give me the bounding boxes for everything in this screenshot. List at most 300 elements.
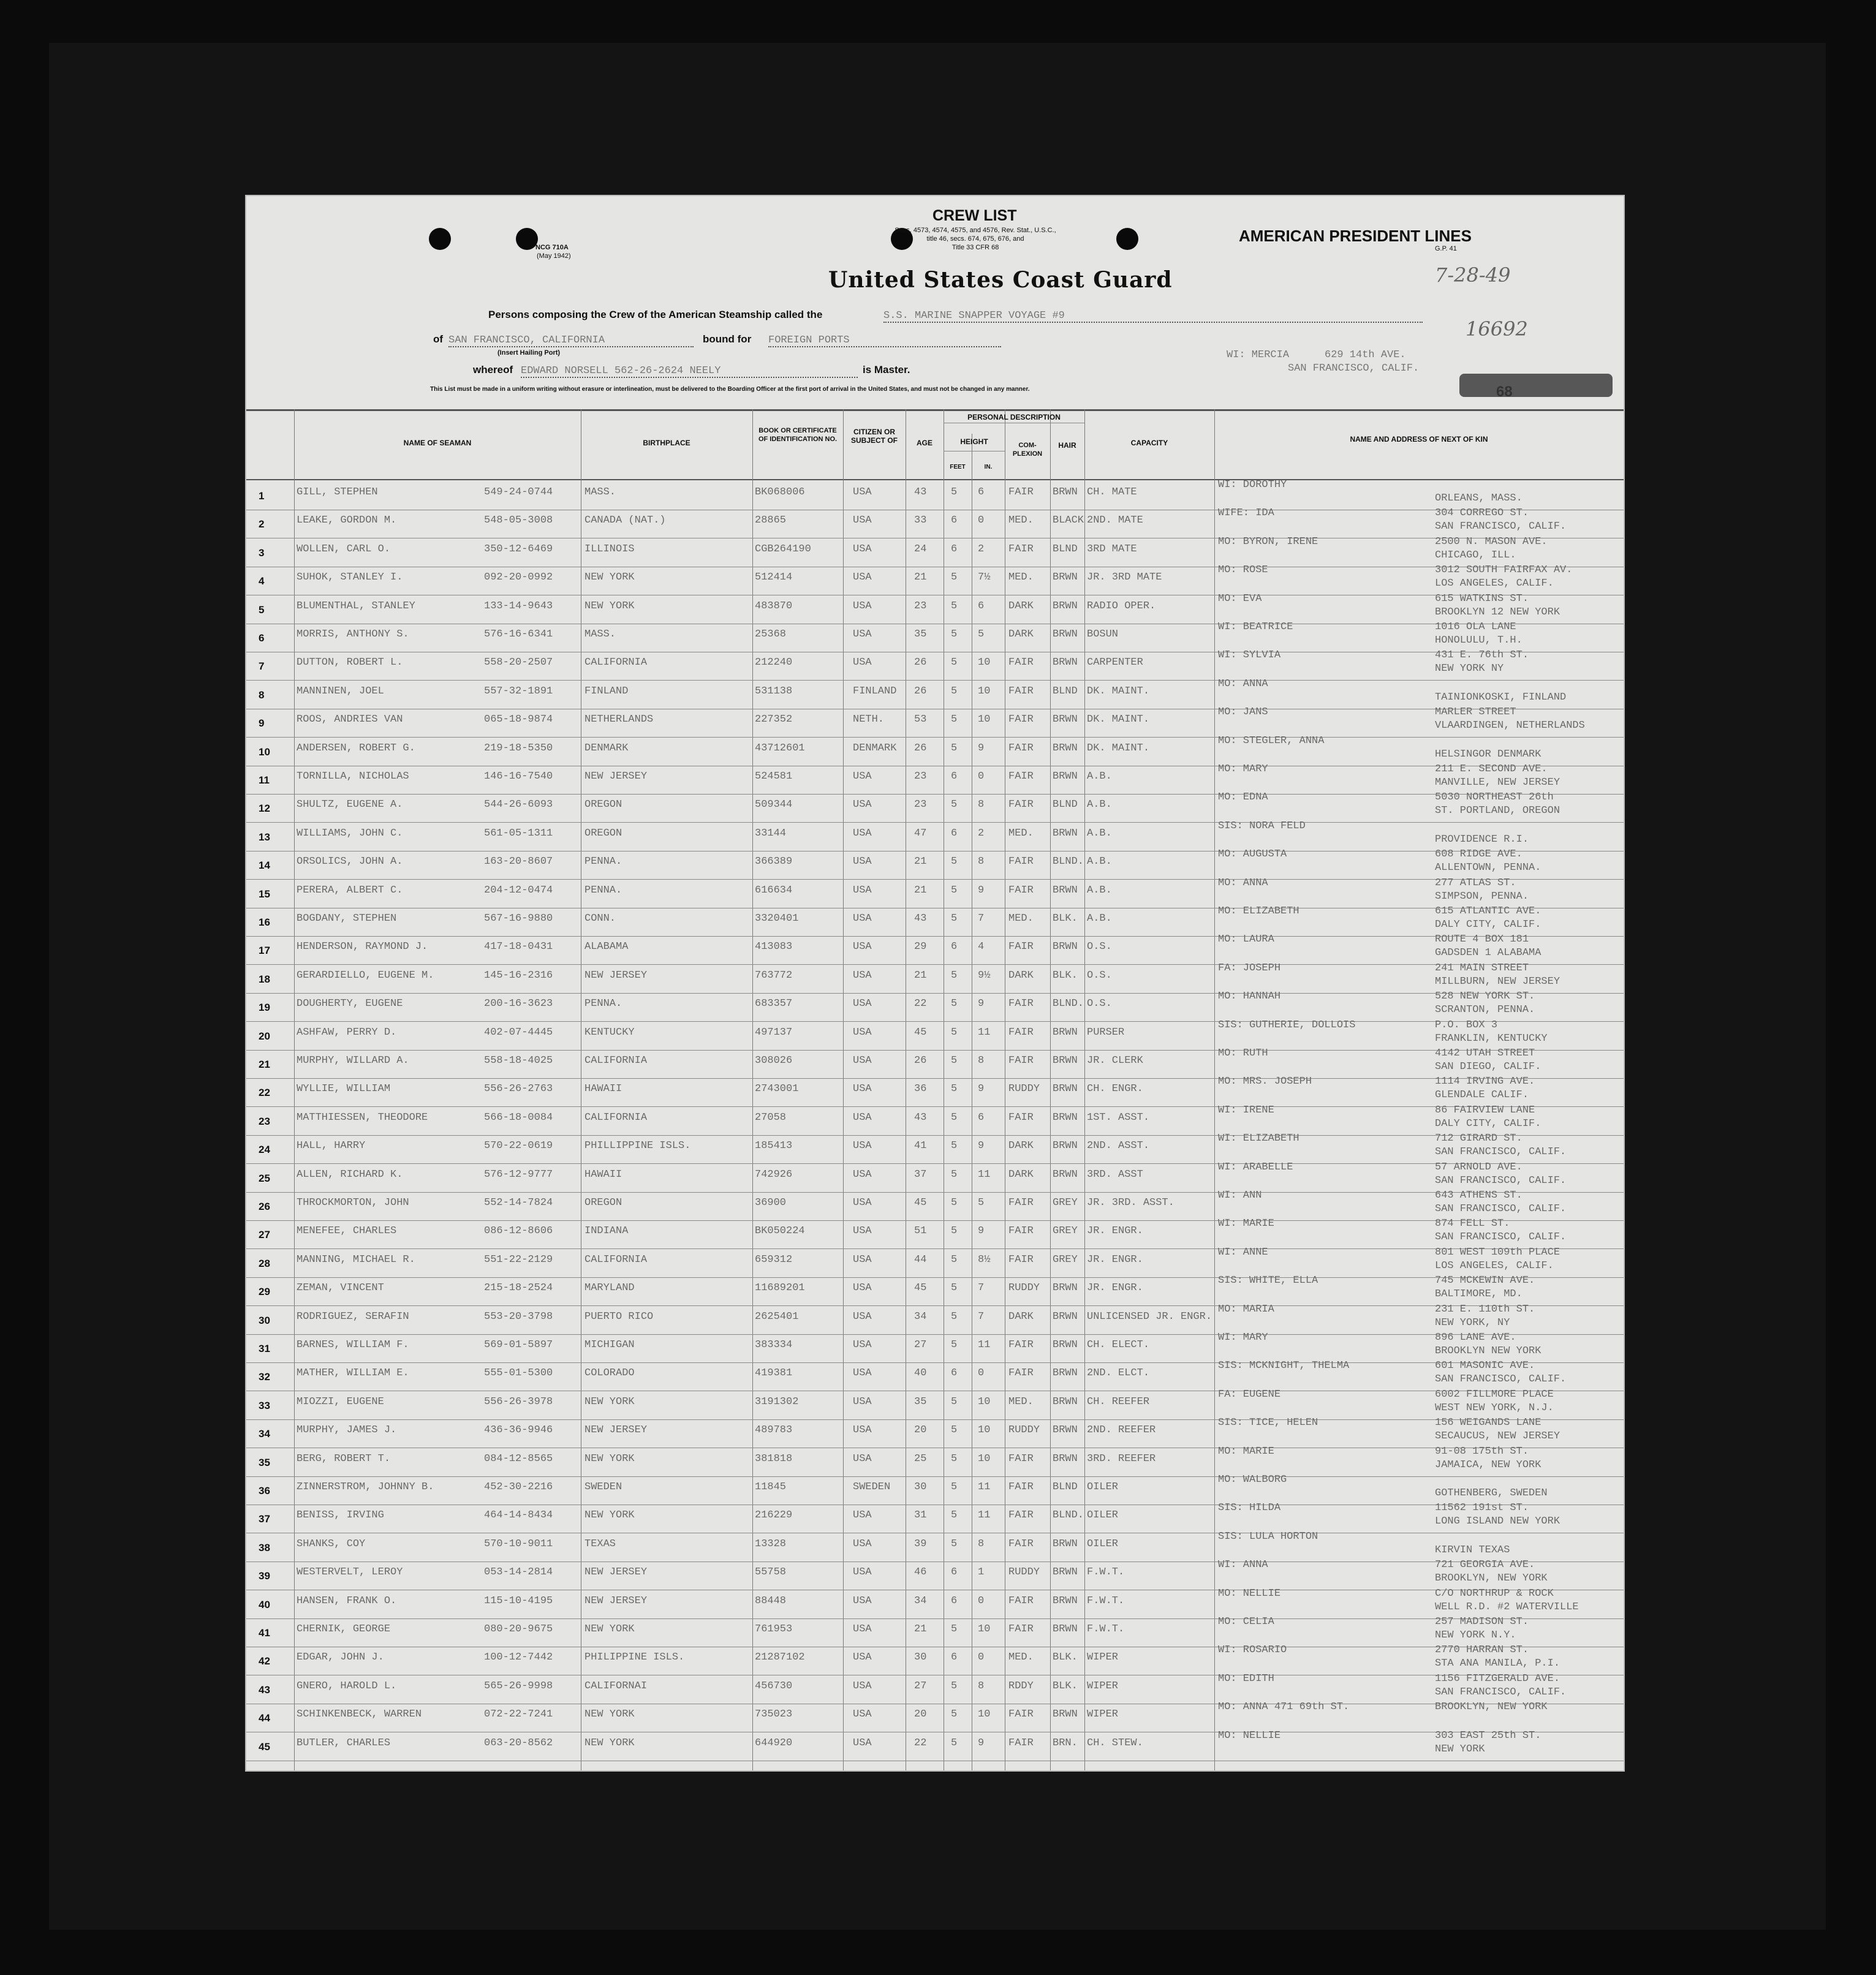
complexion: RUDDY [1008,1424,1040,1437]
seaman-name: MIOZZI, EUGENE [297,1395,384,1408]
book-number: 2743001 [755,1083,799,1095]
row-number: 26 [259,1201,270,1212]
kin-address-1: 615 WATKINS ST. [1435,592,1529,605]
birthplace: PUERTO RICO [584,1310,654,1323]
age: 36 [914,1083,927,1095]
height-feet: 5 [951,742,958,754]
birthplace: CANADA (NAT.) [584,515,666,527]
complexion: FAIR [1008,1367,1034,1380]
seaman-name: SHANKS, COY [297,1538,366,1550]
master-kin-addr2: SAN FRANCISCO, CALIF. [1288,363,1420,374]
age: 30 [914,1481,927,1493]
hair: BRWN [1053,1083,1078,1095]
next-of-kin: MO: HANNAH [1218,991,1281,1003]
age: 46 [914,1566,927,1579]
row-number: 12 [259,802,270,815]
next-of-kin: MO: JANS [1218,706,1268,719]
book-number: 512414 [755,572,793,584]
seaman-ssn: 215-18-2524 [484,1282,553,1294]
height-inches: 2 [978,827,985,839]
seaman-name: WOLLEN, CARL O. [297,543,391,555]
table-row [246,678,1624,709]
seaman-name: MENEFEE, CHARLES [297,1225,397,1237]
kin-address-2: SAN DIEGO, CALIF. [1435,1061,1541,1073]
seaman-ssn: 570-10-9011 [484,1538,553,1550]
row-number: 20 [259,1030,270,1042]
citizenship: USA [853,771,872,782]
kin-address-1: 1016 OLA LANE [1435,621,1516,633]
birthplace: PHILLIPPINE ISLS. [584,1140,691,1152]
age: 23 [914,799,927,811]
hair: BRWN [1053,742,1078,754]
statute-line-1: Secs. 4573, 4574, 4575, and 4576, Rev. Stat., U.S.C., [895,227,1056,234]
complexion: FAIR [1008,1452,1034,1465]
kin-address-2: SAN FRANCISCO, CALIF. [1435,1686,1567,1698]
complexion: FAIR [1008,941,1034,953]
seaman-ssn: 576-16-6341 [484,629,553,640]
kin-address-2: BROOKLYN 12 NEW YORK [1435,606,1560,618]
next-of-kin: WI: ELIZABETH [1218,1133,1299,1145]
seaman-ssn: 080-20-9675 [484,1623,553,1635]
seaman-name: ZINNERSTROM, JOHNNY B. [297,1481,434,1493]
capacity: WIPER [1087,1709,1119,1721]
hair: BRWN [1053,714,1078,726]
age: 35 [914,629,927,640]
whereof-label: whereof [473,364,513,376]
next-of-kin: FA: EUGENE [1218,1388,1281,1400]
book-number: 456730 [755,1680,793,1692]
citizenship: USA [853,1026,872,1038]
row-number: 41 [259,1627,270,1639]
height-inches: 10 [978,1452,991,1465]
row-number: 7 [259,660,265,673]
next-of-kin: SIS: WHITE, ELLA [1218,1275,1318,1287]
row-number: 5 [259,603,265,616]
book-number: CGB264190 [755,543,811,555]
age: 47 [914,827,927,839]
seaman-name: WESTERVELT, LEROY [297,1566,403,1579]
next-of-kin: WI: MARY [1218,1332,1268,1343]
age: 53 [914,714,927,726]
hair: BRWN [1053,572,1078,584]
height-inches: 9 [978,1225,985,1237]
punch-hole [1116,228,1138,250]
capacity: A.B. [1087,856,1112,868]
birthplace: MARYLAND [584,1282,635,1294]
persons-label: Persons composing the Crew of the American Steamship called the [488,309,823,320]
row-number: 19 [259,1002,270,1014]
capacity: OILER [1087,1481,1119,1493]
next-of-kin: SIS: NORA FELD [1218,820,1306,832]
seaman-ssn: 086-12-8606 [484,1225,553,1237]
row-number: 39 [259,1570,270,1582]
kin-address-2: SAN FRANCISCO, CALIF. [1435,1174,1567,1187]
book-number: 644920 [755,1737,793,1749]
row-number: 9 [259,717,265,730]
capacity: BOSUN [1087,629,1119,640]
height-feet: 5 [951,1111,958,1123]
col-kin: NAME AND ADDRESS OF NEXT OF KIN [1350,435,1488,444]
kin-address-1: 231 E. 110th ST. [1435,1303,1535,1315]
seaman-name: MURPHY, JAMES J. [297,1424,397,1437]
book-number: 763772 [755,969,793,981]
table-row [246,791,1624,823]
table-row [246,1190,1624,1221]
citizenship: USA [853,1168,872,1180]
hair: BRWN [1053,771,1078,782]
citizenship: USA [853,998,872,1010]
kin-address-2: DALY CITY, CALIF. [1435,1117,1541,1130]
punch-hole [429,228,451,250]
complexion: MED. [1008,572,1034,584]
capacity: 2ND. ASST. [1087,1140,1150,1152]
master-kin: WI: MERCIA [1227,349,1290,361]
height-feet: 6 [951,1566,958,1579]
row-number: 42 [259,1655,270,1667]
table-row [246,621,1624,652]
col-complexion: COM-PLEXION [1012,442,1043,458]
birthplace: CALIFORNIA [584,1055,648,1067]
hair: BLND [1053,543,1078,555]
kin-address-2: CHICAGO, ILL. [1435,549,1516,561]
seaman-name: PERERA, ALBERT C. [297,884,403,896]
col-age: AGE [916,439,932,447]
capacity: JR. ENGR. [1087,1225,1143,1237]
height-inches: 10 [978,685,991,697]
capacity: F.W.T. [1087,1595,1125,1607]
birthplace: COLORADO [584,1367,635,1380]
kin-address-1: 5030 NORTHEAST 26th [1435,791,1554,804]
height-inches: 10 [978,714,991,726]
complexion: DARK [1008,1140,1034,1152]
height-feet: 5 [951,1452,958,1465]
age: 21 [914,856,927,868]
hair: BLK. [1053,969,1078,981]
birthplace: NEW YORK [584,600,635,612]
complexion: RDDY [1008,1680,1034,1692]
height-inches: 8 [978,1055,985,1067]
kin-address-1: 211 E. SECOND AVE. [1435,763,1548,775]
height-feet: 5 [951,1197,958,1209]
book-number: BK068006 [755,486,805,498]
seaman-name: HENDERSON, RAYMOND J. [297,941,428,953]
book-number: 3191302 [755,1395,799,1408]
kin-address-2: GLENDALE CALIF. [1435,1089,1529,1101]
book-number: 531138 [755,685,793,697]
next-of-kin: MO: MARIA [1218,1303,1274,1315]
height-inches: 2 [978,543,985,555]
complexion: FAIR [1008,884,1034,896]
hair: BRWN [1053,1055,1078,1067]
age: 21 [914,884,927,896]
row-number: 23 [259,1115,270,1127]
book-number: 227352 [755,714,793,726]
kin-address-1: 4142 UTAH STREET [1435,1048,1535,1059]
capacity: DK. MAINT. [1087,742,1150,754]
capacity: JR. 3RD. ASST. [1087,1197,1174,1209]
row-number: 37 [259,1513,270,1525]
age: 20 [914,1709,927,1721]
next-of-kin: MO: EVA [1218,592,1262,605]
next-of-kin: MO: CELIA [1218,1616,1274,1628]
hair: BLK. [1053,1652,1078,1664]
height-inches: 8 [978,856,985,868]
birthplace: OREGON [584,827,622,839]
height-feet: 5 [951,1509,958,1522]
row-number: 40 [259,1598,270,1611]
citizenship: USA [853,543,872,555]
seaman-name: HANSEN, FRANK O. [297,1595,397,1607]
seaman-name: BARNES, WILLIAM F. [297,1339,409,1351]
company-stamp: AMERICAN PRESIDENT LINES [1239,227,1472,245]
birthplace: NEW JERSEY [584,771,648,782]
hair: BRWN [1053,1424,1078,1437]
book-number: 43712601 [755,742,805,754]
birthplace: DENMARK [584,742,629,754]
kin-address-2: NEW YORK [1435,1743,1485,1755]
height-feet: 5 [951,1339,958,1351]
kin-address-2: SIMPSON, PENNA. [1435,890,1529,902]
form-date: (May 1942) [537,252,571,260]
citizenship: USA [853,657,872,669]
company-sub: G.P. 41 [1435,245,1457,252]
book-number: 11689201 [755,1282,805,1294]
table-row [246,934,1624,965]
height-feet: 6 [951,827,958,839]
kin-address-2: WELL R.D. #2 WATERVILLE [1435,1601,1579,1613]
is-master-label: is Master. [863,364,910,376]
col-hair: HAIR [1058,441,1076,450]
table-row [246,1048,1624,1079]
height-feet: 5 [951,856,958,868]
seaman-name: BUTLER, CHARLES [297,1737,391,1749]
kin-address-1: 608 RIDGE AVE. [1435,848,1522,861]
hair: BRWN [1053,941,1078,953]
table-row [246,1019,1624,1051]
seaman-name: ZEMAN, VINCENT [297,1282,384,1294]
next-of-kin: MO: EDITH [1218,1672,1274,1685]
book-number: 2625401 [755,1310,799,1323]
row-number: 32 [259,1371,270,1383]
seaman-name: LEAKE, GORDON M. [297,515,397,527]
book-number: 683357 [755,998,793,1010]
seaman-name: ANDERSEN, ROBERT G. [297,742,415,754]
kin-address-2: KIRVIN TEXAS [1435,1544,1510,1556]
seaman-ssn: 567-16-9880 [484,913,553,924]
kin-address-1: 601 MASONIC AVE. [1435,1360,1535,1372]
height-inches: 9 [978,998,985,1010]
row-number: 4 [259,575,265,587]
complexion: RUDDY [1008,1083,1040,1095]
row-number: 10 [259,746,270,758]
height-inches: 9 [978,742,985,754]
citizenship: USA [853,1225,872,1237]
table-row [246,877,1624,908]
seaman-name: BOGDANY, STEPHEN [297,913,397,924]
capacity: JR. ENGR. [1087,1282,1143,1294]
row-number: 11 [259,774,270,786]
citizenship: USA [853,1140,872,1152]
seaman-ssn: 065-18-9874 [484,714,553,726]
kin-address-1: 615 ATLANTIC AVE. [1435,905,1541,917]
seaman-ssn: 063-20-8562 [484,1737,553,1749]
seaman-ssn: 204-12-0474 [484,884,553,896]
crew-table [246,409,1624,1770]
birthplace: NEW JERSEY [584,1566,648,1579]
birthplace: PENNA. [584,884,622,896]
seaman-name: MANNINEN, JOEL [297,685,384,697]
birthplace: TEXAS [584,1538,616,1550]
table-row [246,1559,1624,1590]
birthplace: CALIFORNIA [584,1253,648,1266]
citizenship: USA [853,572,872,584]
kin-address-2: TAINIONKOSKI, FINLAND [1435,691,1567,703]
seaman-name: SHULTZ, EUGENE A. [297,799,403,811]
age: 27 [914,1680,927,1692]
table-row [246,1218,1624,1249]
hair: BRWN [1053,1538,1078,1550]
handwritten-number: 16692 [1466,317,1528,341]
citizenship: USA [853,1197,872,1209]
hair: BRN. [1053,1737,1078,1749]
seaman-ssn: 555-01-5300 [484,1367,553,1380]
birthplace: NEW JERSEY [584,1595,648,1607]
capacity: A.B. [1087,913,1112,924]
row-number: 34 [259,1428,270,1440]
kin-address-2: SCRANTON, PENNA. [1435,1004,1535,1016]
seaman-name: ORSOLICS, JOHN A. [297,856,403,868]
age: 43 [914,1111,927,1123]
age: 30 [914,1652,927,1664]
book-number: 483870 [755,600,793,612]
capacity: F.W.T. [1087,1566,1125,1579]
height-feet: 6 [951,515,958,527]
table-row [246,1616,1624,1647]
kin-address-2: MILLBURN, NEW JERSEY [1435,975,1560,988]
seaman-name: THROCKMORTON, JOHN [297,1197,409,1209]
complexion: FAIR [1008,1481,1034,1493]
next-of-kin: WI: IRENE [1218,1104,1274,1116]
citizenship: USA [853,1709,872,1721]
height-inches: 11 [978,1481,991,1493]
height-inches: 11 [978,1026,991,1038]
height-inches: 8 [978,1680,985,1692]
capacity: CH. ENGR. [1087,1083,1143,1095]
col-citizen: CITIZEN OR SUBJECT OF [850,428,898,445]
height-inches: 4 [978,941,985,953]
next-of-kin: SIS: LULA HORTON [1218,1530,1318,1543]
seaman-ssn: 576-12-9777 [484,1168,553,1180]
kin-address-2: VLAARDINGEN, NETHERLANDS [1435,720,1585,732]
citizenship: USA [853,827,872,839]
capacity: 3RD. REEFER [1087,1452,1156,1465]
birthplace: ILLINOIS [584,543,635,555]
age: 22 [914,998,927,1010]
seaman-ssn: 552-14-7824 [484,1197,553,1209]
book-number: 36900 [755,1197,787,1209]
table-row [246,1275,1624,1306]
hair: BRWN [1053,1623,1078,1635]
seaman-name: CHERNIK, GEORGE [297,1623,391,1635]
book-number: 25368 [755,629,787,640]
complexion: MED. [1008,827,1034,839]
seaman-ssn: 402-07-4445 [484,1026,553,1038]
hair: GREY [1053,1253,1078,1266]
book-number: BK050224 [755,1225,805,1237]
kin-address-2: BROOKLYN NEW YORK [1435,1345,1541,1357]
of-label: of [433,333,444,345]
kin-address-2: ORLEANS, MASS. [1435,493,1522,504]
kin-address-2: NEW YORK NY [1435,663,1504,675]
capacity: 2ND. REEFER [1087,1424,1156,1437]
height-feet: 5 [951,998,958,1010]
age: 40 [914,1367,927,1380]
citizenship: USA [853,1623,872,1635]
kin-address-2: ST. PORTLAND, OREGON [1435,805,1560,817]
next-of-kin: WI: MARIE [1218,1218,1274,1230]
row-number: 18 [259,973,270,985]
seaman-name: HALL, HARRY [297,1140,366,1152]
hair: BLND. [1053,1509,1084,1522]
complexion: FAIR [1008,856,1034,868]
seaman-ssn: 053-14-2814 [484,1566,553,1579]
capacity: WIPER [1087,1680,1119,1692]
age: 23 [914,600,927,612]
col-personal: PERSONAL DESCRIPTION [967,413,1061,421]
next-of-kin: WI: ANNA [1218,1559,1268,1571]
age: 25 [914,1452,927,1465]
complexion: FAIR [1008,1595,1034,1607]
capacity: 1ST. ASST. [1087,1111,1150,1123]
height-feet: 5 [951,1680,958,1692]
capacity: A.B. [1087,884,1112,896]
birthplace: INDIANA [584,1225,629,1237]
next-of-kin: SIS: GUTHERIE, DOLLOIS [1218,1019,1356,1031]
citizenship: USA [853,1680,872,1692]
capacity: 3RD MATE [1087,543,1137,555]
capacity: CH. STEW. [1087,1737,1143,1749]
citizenship: USA [853,1083,872,1095]
complexion: FAIR [1008,1509,1034,1522]
seaman-ssn: 566-18-0084 [484,1111,553,1123]
height-feet: 6 [951,1595,958,1607]
seaman-ssn: 436-36-9946 [484,1424,553,1437]
birthplace: PENNA. [584,998,622,1010]
seaman-ssn: 145-16-2316 [484,969,553,981]
next-of-kin: WI: ROSARIO [1218,1644,1287,1656]
next-of-kin: MO: MRS. JOSEPH [1218,1076,1312,1088]
kin-address-2: JAMAICA, NEW YORK [1435,1459,1541,1471]
height-inches: 9 [978,1083,985,1095]
complexion: FAIR [1008,714,1034,726]
hair: BRWN [1053,1367,1078,1380]
height-feet: 5 [951,884,958,896]
height-feet: 5 [951,1225,958,1237]
hair: BRWN [1053,1339,1078,1351]
kin-address-1: 86 FAIRVIEW LANE [1435,1104,1535,1116]
book-number: 761953 [755,1623,793,1635]
kin-address-1: 3012 SOUTH FAIRFAX AV. [1435,564,1573,576]
kin-address-2: GADSDEN 1 ALABAMA [1435,947,1541,959]
height-inches: 10 [978,1709,991,1721]
hair: BLND [1053,1481,1078,1493]
row-number: 22 [259,1087,270,1099]
height-feet: 5 [951,572,958,584]
height-inches: 7 [978,1310,985,1323]
col-inches: IN. [984,464,993,470]
next-of-kin: MO: NELLIE [1218,1587,1281,1599]
height-inches: 8 [978,799,985,811]
